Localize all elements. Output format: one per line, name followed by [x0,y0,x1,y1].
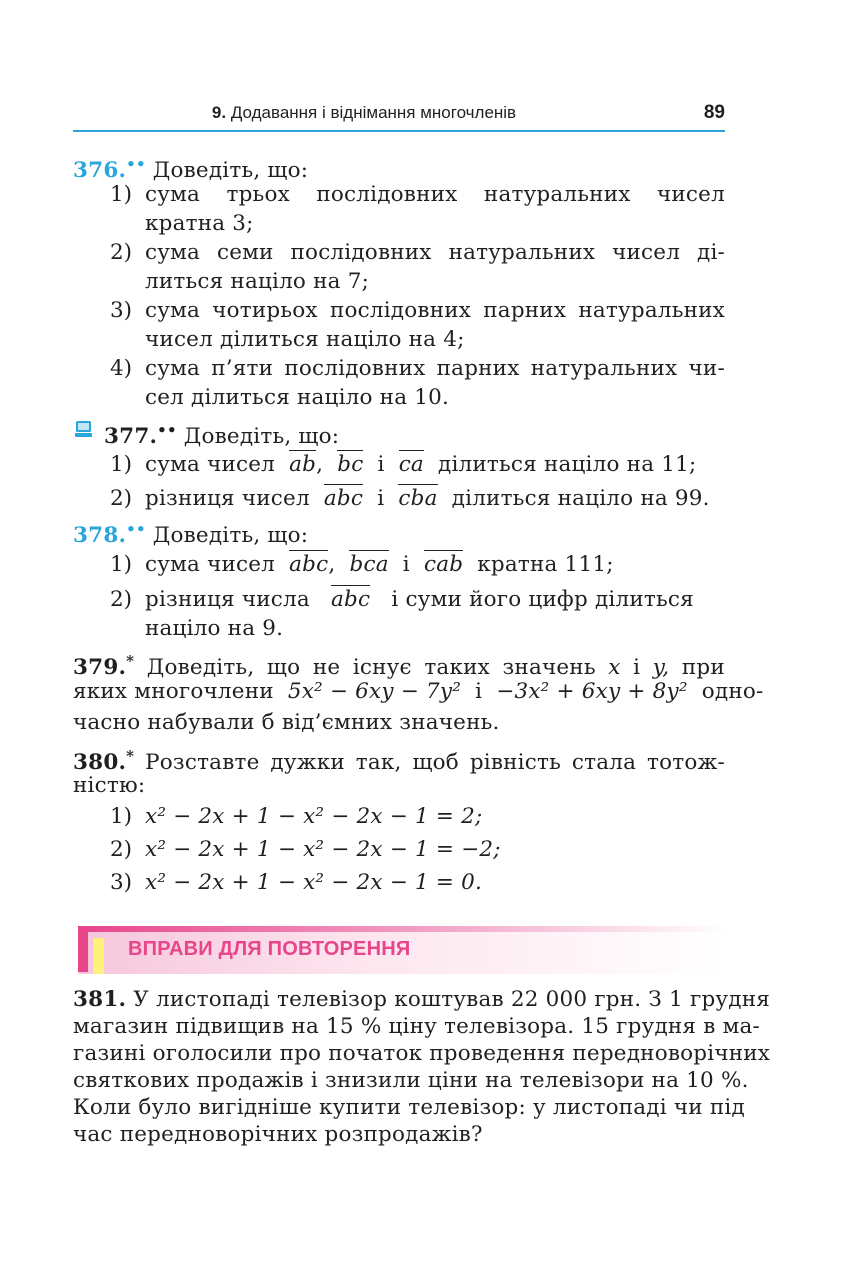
list-item: сума чисел abc, bca і cab кратна 111; [145,552,614,577]
problem-381-line: 381. У листопаді телевізор коштував 22 000 грн. З 1 грудня [73,987,770,1012]
list-item: різниця чисел abc і cba ділиться націло на 99. [145,486,710,511]
section-banner-line [78,926,728,932]
equation: x² − 2x + 1 − x² − 2x − 1 = 0. [145,870,483,895]
section-banner-accent [78,926,88,972]
section-banner-marker [93,938,104,974]
problem-381-line: газині оголосили про початок проведення передноворічних [73,1041,771,1066]
problem-381-line: час передноворічних розпродажів? [73,1122,483,1147]
problem-379-line: 379.* Доведіть, що не існує таких значень x і y, при [73,652,725,680]
running-header [73,100,725,132]
list-item: сума п’яти послідовних парних натуральних чи- [145,356,725,381]
list-item: сума семи послідовних натуральних чисел ді- [145,240,725,265]
problem-381-line: святкових продажів і знизили ціни на телевізори на 10 %. [73,1068,749,1093]
equation: x² − 2x + 1 − x² − 2x − 1 = −2; [145,837,501,862]
expression: 5x² − 6xy − 7y² [287,679,462,704]
problem-381-line: магазин підвищив на 15 % ціну телевізора. 15 грудня в ма- [73,1014,760,1039]
computer-icon [75,420,92,438]
section-heading: ВПРАВИ ДЛЯ ПОВТОРЕННЯ [128,938,411,960]
list-item: сума чотирьох послідовних парних натуральних [145,298,725,323]
list-item: різниця числа abc і суми його цифр ділиться [145,587,694,612]
problem-381-line: Коли було вигідніше купити телевізор: у листопаді чи під [73,1095,745,1120]
equation: x² − 2x + 1 − x² − 2x − 1 = 2; [145,804,483,829]
page-number: 89 [703,102,725,123]
problem-379-line: яких многочлени 5x² − 6xy − 7y² і −3x² + 6xy + 8y² одно- [73,679,764,704]
section-title: 9. Додавання і віднімання многочленів [211,103,517,122]
list-item: сума чисел ab, bc і ca ділиться націло на 11; [145,452,697,477]
problem-378-heading: 378.•• Доведіть, що: [73,520,309,548]
problem-377-heading: 377.•• Доведіть, що: [104,421,340,449]
problem-376-heading: 376.•• Доведіть, що: [73,155,309,183]
problem-380-line: 380.* Розставте дужки так, щоб рівність стала тотож- [73,747,725,775]
list-item: сума трьох послідовних натуральних чисел [145,182,725,207]
expression: −3x² + 6xy + 8y² [496,679,688,704]
